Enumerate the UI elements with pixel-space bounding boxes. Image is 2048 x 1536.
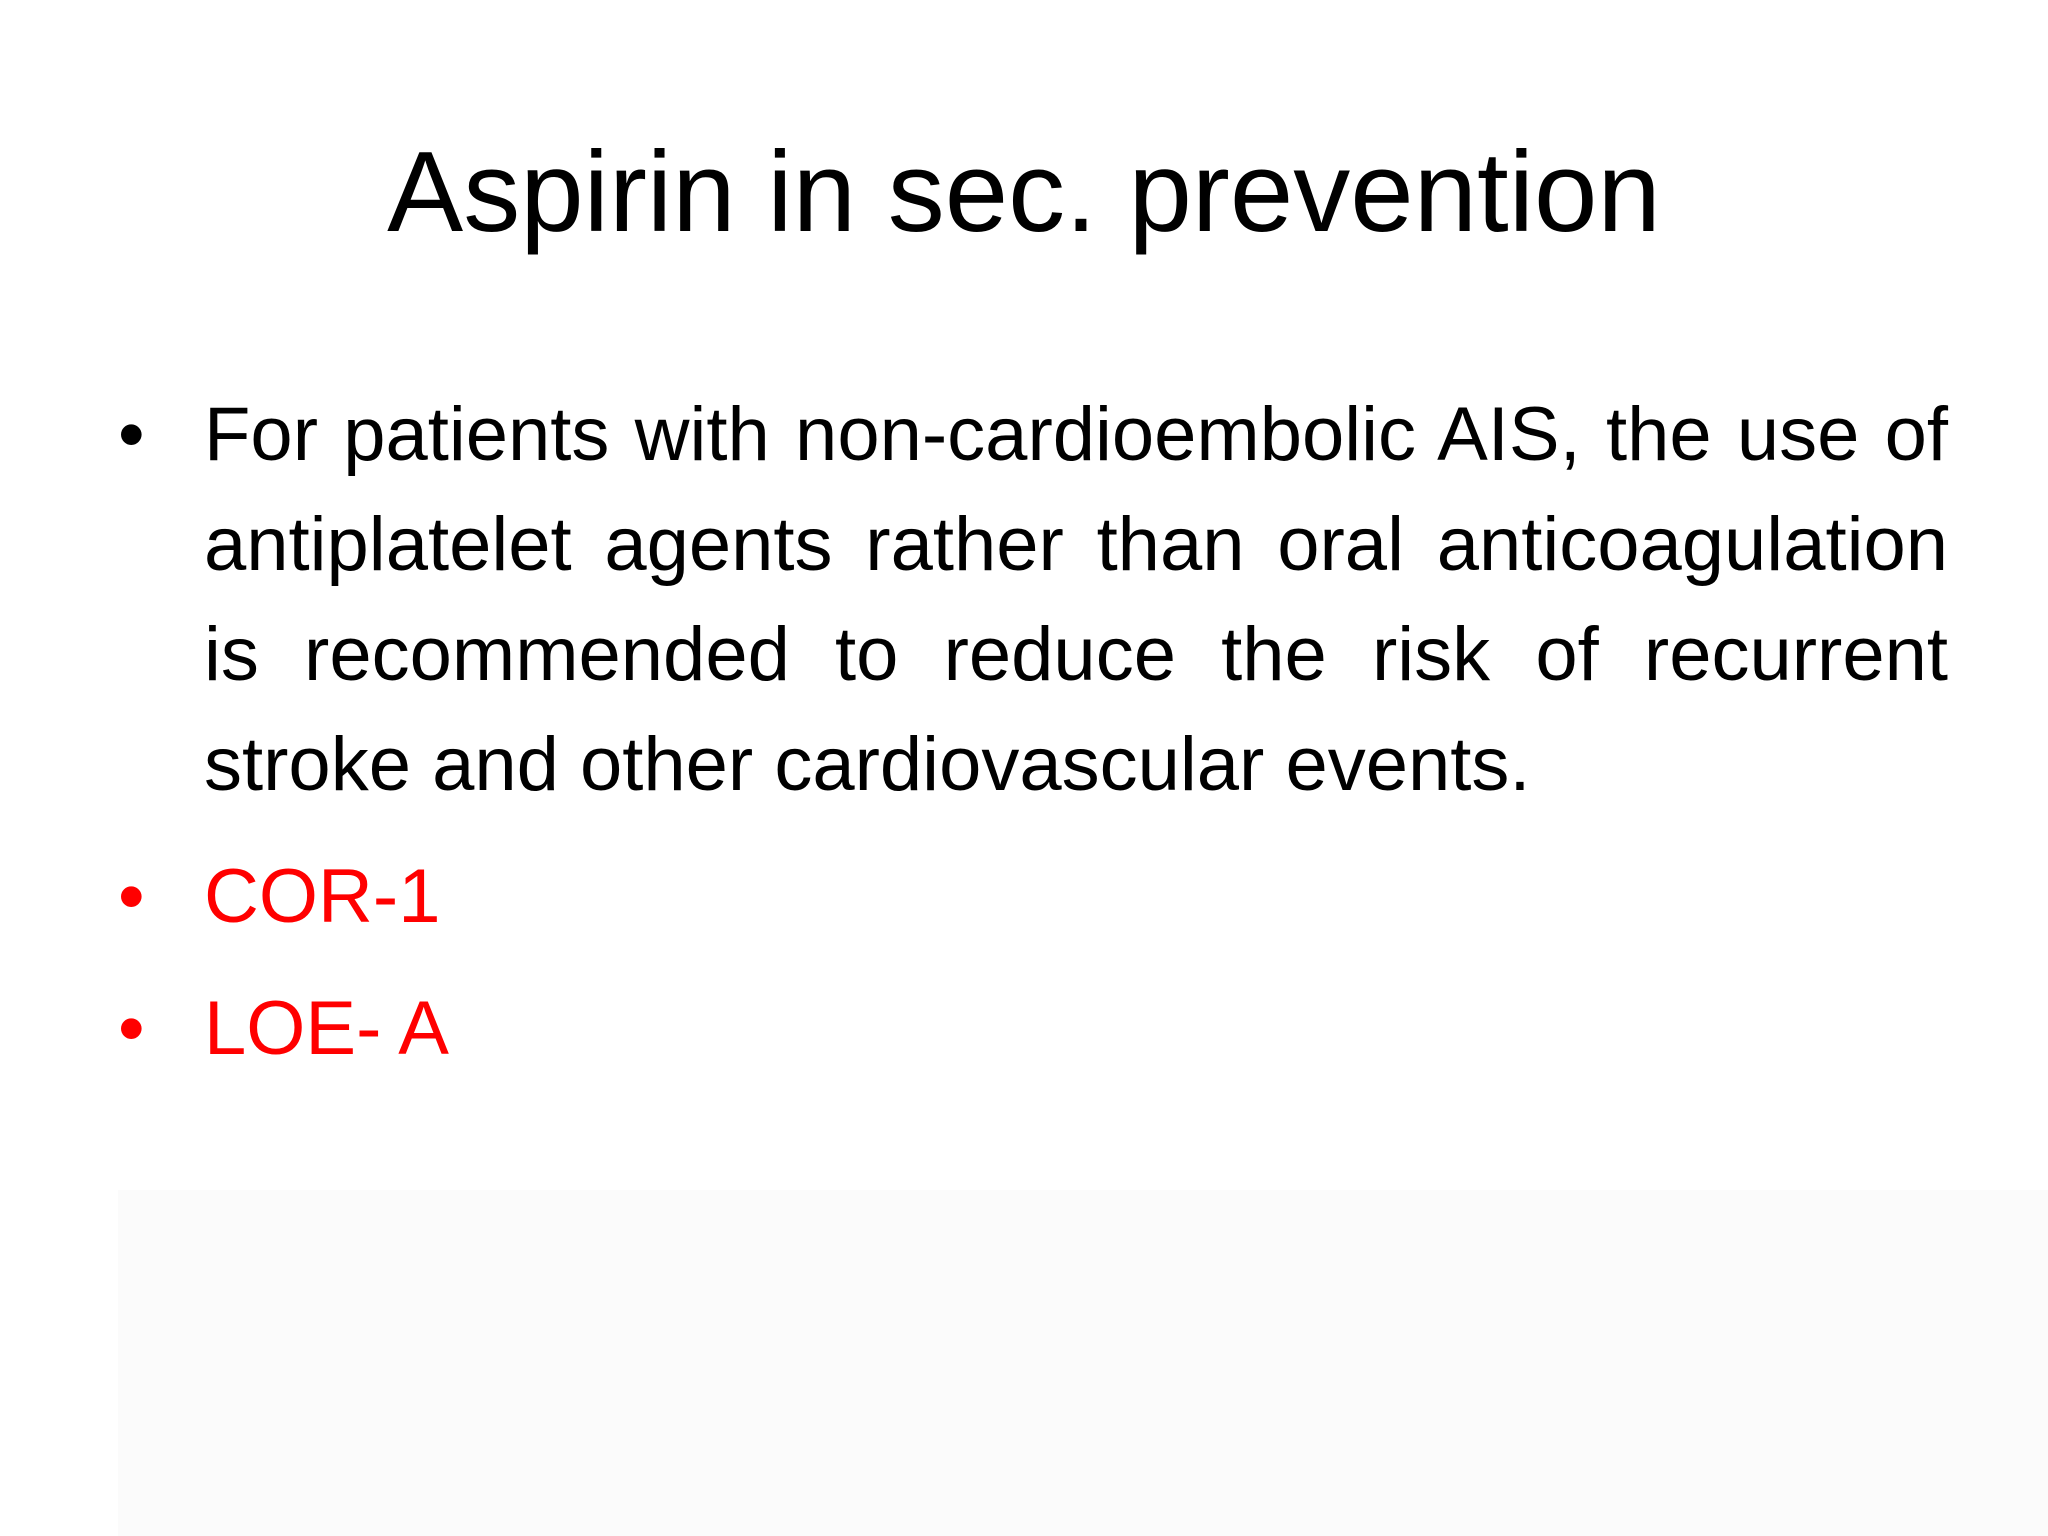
background-shade [118,1190,2048,1536]
bullet-icon: • [118,854,145,939]
bullet-list [118,380,1948,1106]
bullet-item-recommendation [118,380,1948,820]
slide-title: Aspirin in sec. prevention [387,129,1661,256]
bullet-icon: • [118,392,145,477]
bullet-item-cor [118,842,1948,952]
bullet-text: LOE- A [204,986,449,1071]
bullet-icon: • [118,986,145,1071]
bullet-text: COR-1 [204,854,441,939]
bullet-text: For patients with non-cardioembolic AIS, the use of antiplatelet agents rather than oral anticoagulation is recommended to reduce the risk of recurrent stroke and other cardiovascular events. [204,392,1948,807]
bullet-item-loe [118,974,1948,1084]
